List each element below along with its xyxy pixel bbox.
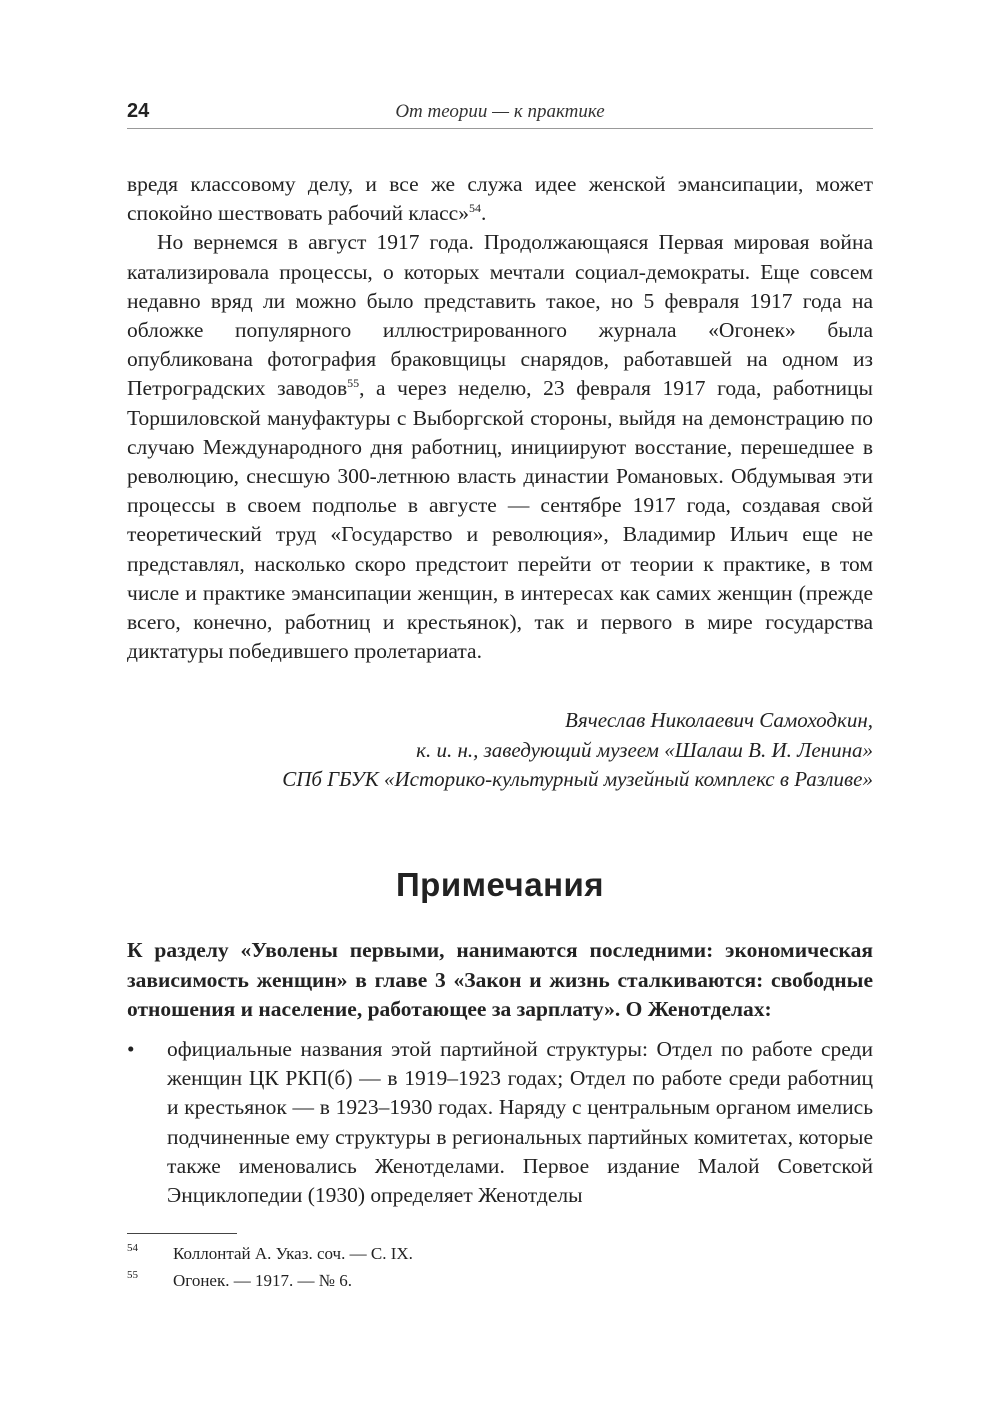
author-institution: СПб ГБУК «Историко-культурный музейный комплекс в Разливе»	[282, 767, 873, 791]
main-text	[127, 170, 873, 666]
footnote-divider	[127, 1233, 237, 1234]
paragraph-1-end: .	[480, 201, 487, 226]
author-position: к. и. н., заведующий музеем «Шалаш В. И. Ленина»	[416, 737, 873, 762]
footnote-number: 55	[127, 1269, 138, 1281]
footnote-text: Коллонтай А. Указ. соч. — С. IX.	[173, 1244, 413, 1263]
running-title: От теории — к практике	[395, 101, 605, 122]
notes-section-heading: К разделу «Уволены первыми, нанимаются последними: экономическая зависимость женщин» в главе 3 «Закон и жизнь сталкиваются: свободные отношения и население, работающее за зарплату». О Женотделах:	[127, 938, 873, 1021]
paragraph-2	[127, 228, 873, 666]
footnote-ref-54[interactable]: 54	[468, 201, 481, 216]
footnotes	[127, 1240, 873, 1294]
paragraph-1-text: вредя классовому делу, и все же служа идее женской эмансипации, может спокойно шествовать рабочий класс»	[127, 172, 873, 226]
footnote-text: Огонек. — 1917. — № 6.	[173, 1271, 352, 1290]
running-header	[127, 98, 873, 129]
footnote-number: 54	[127, 1242, 138, 1254]
bullet-icon: •	[127, 1037, 135, 1061]
notes-list-item-text: официальные названия этой партийной структуры: Отдел по работе среди женщин ЦК РКП(б) — в 1919–1923 годах; Отдел по работе среди работниц и крестьянок — в 1923–1930 годах. Наряду с центральным органом имелись подчиненные ему структуры в региональных партийных комитетах, которые также именовались Женотделами. Первое издание Малой Советской Энциклопедии (1930) определяет Женотделы	[167, 1037, 873, 1208]
paragraph-1	[127, 170, 873, 228]
author-name: Вячеслав Николаевич Самоходкин,	[564, 708, 873, 732]
notes-list-item	[127, 1035, 873, 1210]
paragraph-2-text-a: Но вернемся в август 1917 года. Продолжающаяся Первая мировая война катализировала процессы, о которых мечтали социал-демократы. Еще совсем недавно вряд ли можно было представить такое, но 5 февраля 1917 года на обложке популярного иллюстрированного журнала «Огонек» была опубликована фотография браковщицы снарядов, работавшей на одном из Петроградских заводов	[127, 230, 873, 401]
notes-heading: Примечания	[395, 866, 605, 903]
page-number: 24	[127, 100, 150, 122]
footnote-54	[127, 1240, 873, 1267]
footnote-55	[127, 1267, 873, 1294]
footnote-ref-55[interactable]: 55	[347, 376, 360, 391]
author-signature	[282, 706, 873, 795]
paragraph-2-text-b: , а через неделю, 23 февраля 1917 года, работницы Торшиловской мануфактуры с Выборгской стороны, выйдя на демонстрацию по случаю Международного дня работниц, инициируют восстание, перешедшее в революцию, снесшую 300-летнюю власть династии Романовых. Обдумывая эти процессы в своем подполье в августе — сентябре 1917 года, создавая свой теоретический труд «Государство и революция», Владимир Ильич еще не представлял, насколько скоро предстоит перейти от теории к практике, в том числе и практике эмансипации женщин, в интересах как самих женщин (прежде всего, конечно, работниц и крестьянок), так и первого в мире государства диктатуры победившего пролетариата.	[127, 376, 873, 664]
